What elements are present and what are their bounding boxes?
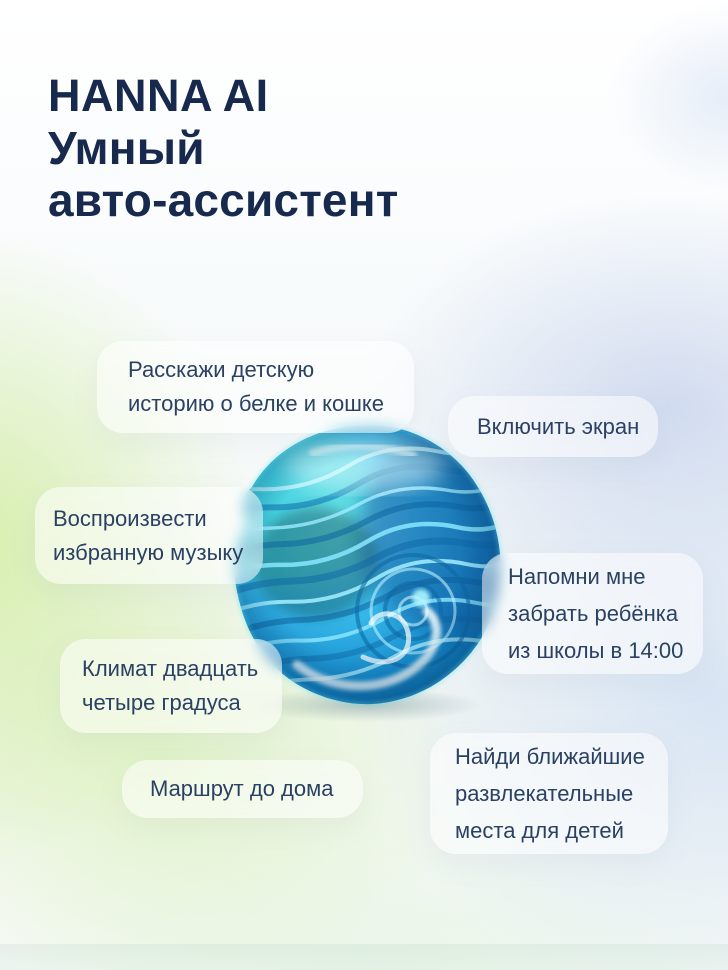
voice-command-bubble-turn-on-screen: [448, 396, 658, 457]
bubble-text-line: развлекательные: [455, 781, 634, 806]
bubble-text-line: Климат двадцать: [82, 656, 259, 681]
voice-command-bubble-reminder: [482, 553, 703, 674]
voice-command-bubble-tell-story: [97, 341, 414, 433]
bubble-text-line: места для детей: [455, 818, 624, 843]
bubble-text-line: историю о белке и кошке: [128, 391, 385, 416]
bubble-text-line: забрать ребёнка: [508, 601, 679, 626]
bubble-text-line: Воспроизвести: [53, 505, 207, 531]
bottom-band: [0, 944, 728, 970]
bubble-text-line: Найди ближайшие: [455, 744, 645, 769]
bubble-text-line: Включить экран: [477, 413, 640, 439]
bubble-text-line: Напомни мне: [508, 564, 646, 589]
page-title: [48, 70, 398, 226]
voice-command-bubble-find-places: [430, 733, 668, 854]
voice-command-bubble-climate: [60, 639, 282, 733]
title-line-2: Умный: [48, 122, 205, 174]
bubble-text-line: Расскажи детскую: [128, 357, 315, 382]
bubble-text-line: Маршрут до дома: [150, 776, 334, 801]
bubble-text-line: четыре градуса: [82, 690, 241, 715]
bubble-text-line: избранную музыку: [53, 539, 244, 565]
voice-command-bubble-play-music: [35, 487, 263, 584]
voice-command-bubble-route-home: [122, 760, 363, 818]
bubble-text-line: из школы в 14:00: [508, 638, 684, 663]
brand-name: HANNA AI: [48, 70, 269, 121]
title-line-3: авто-ассистент: [48, 174, 399, 226]
